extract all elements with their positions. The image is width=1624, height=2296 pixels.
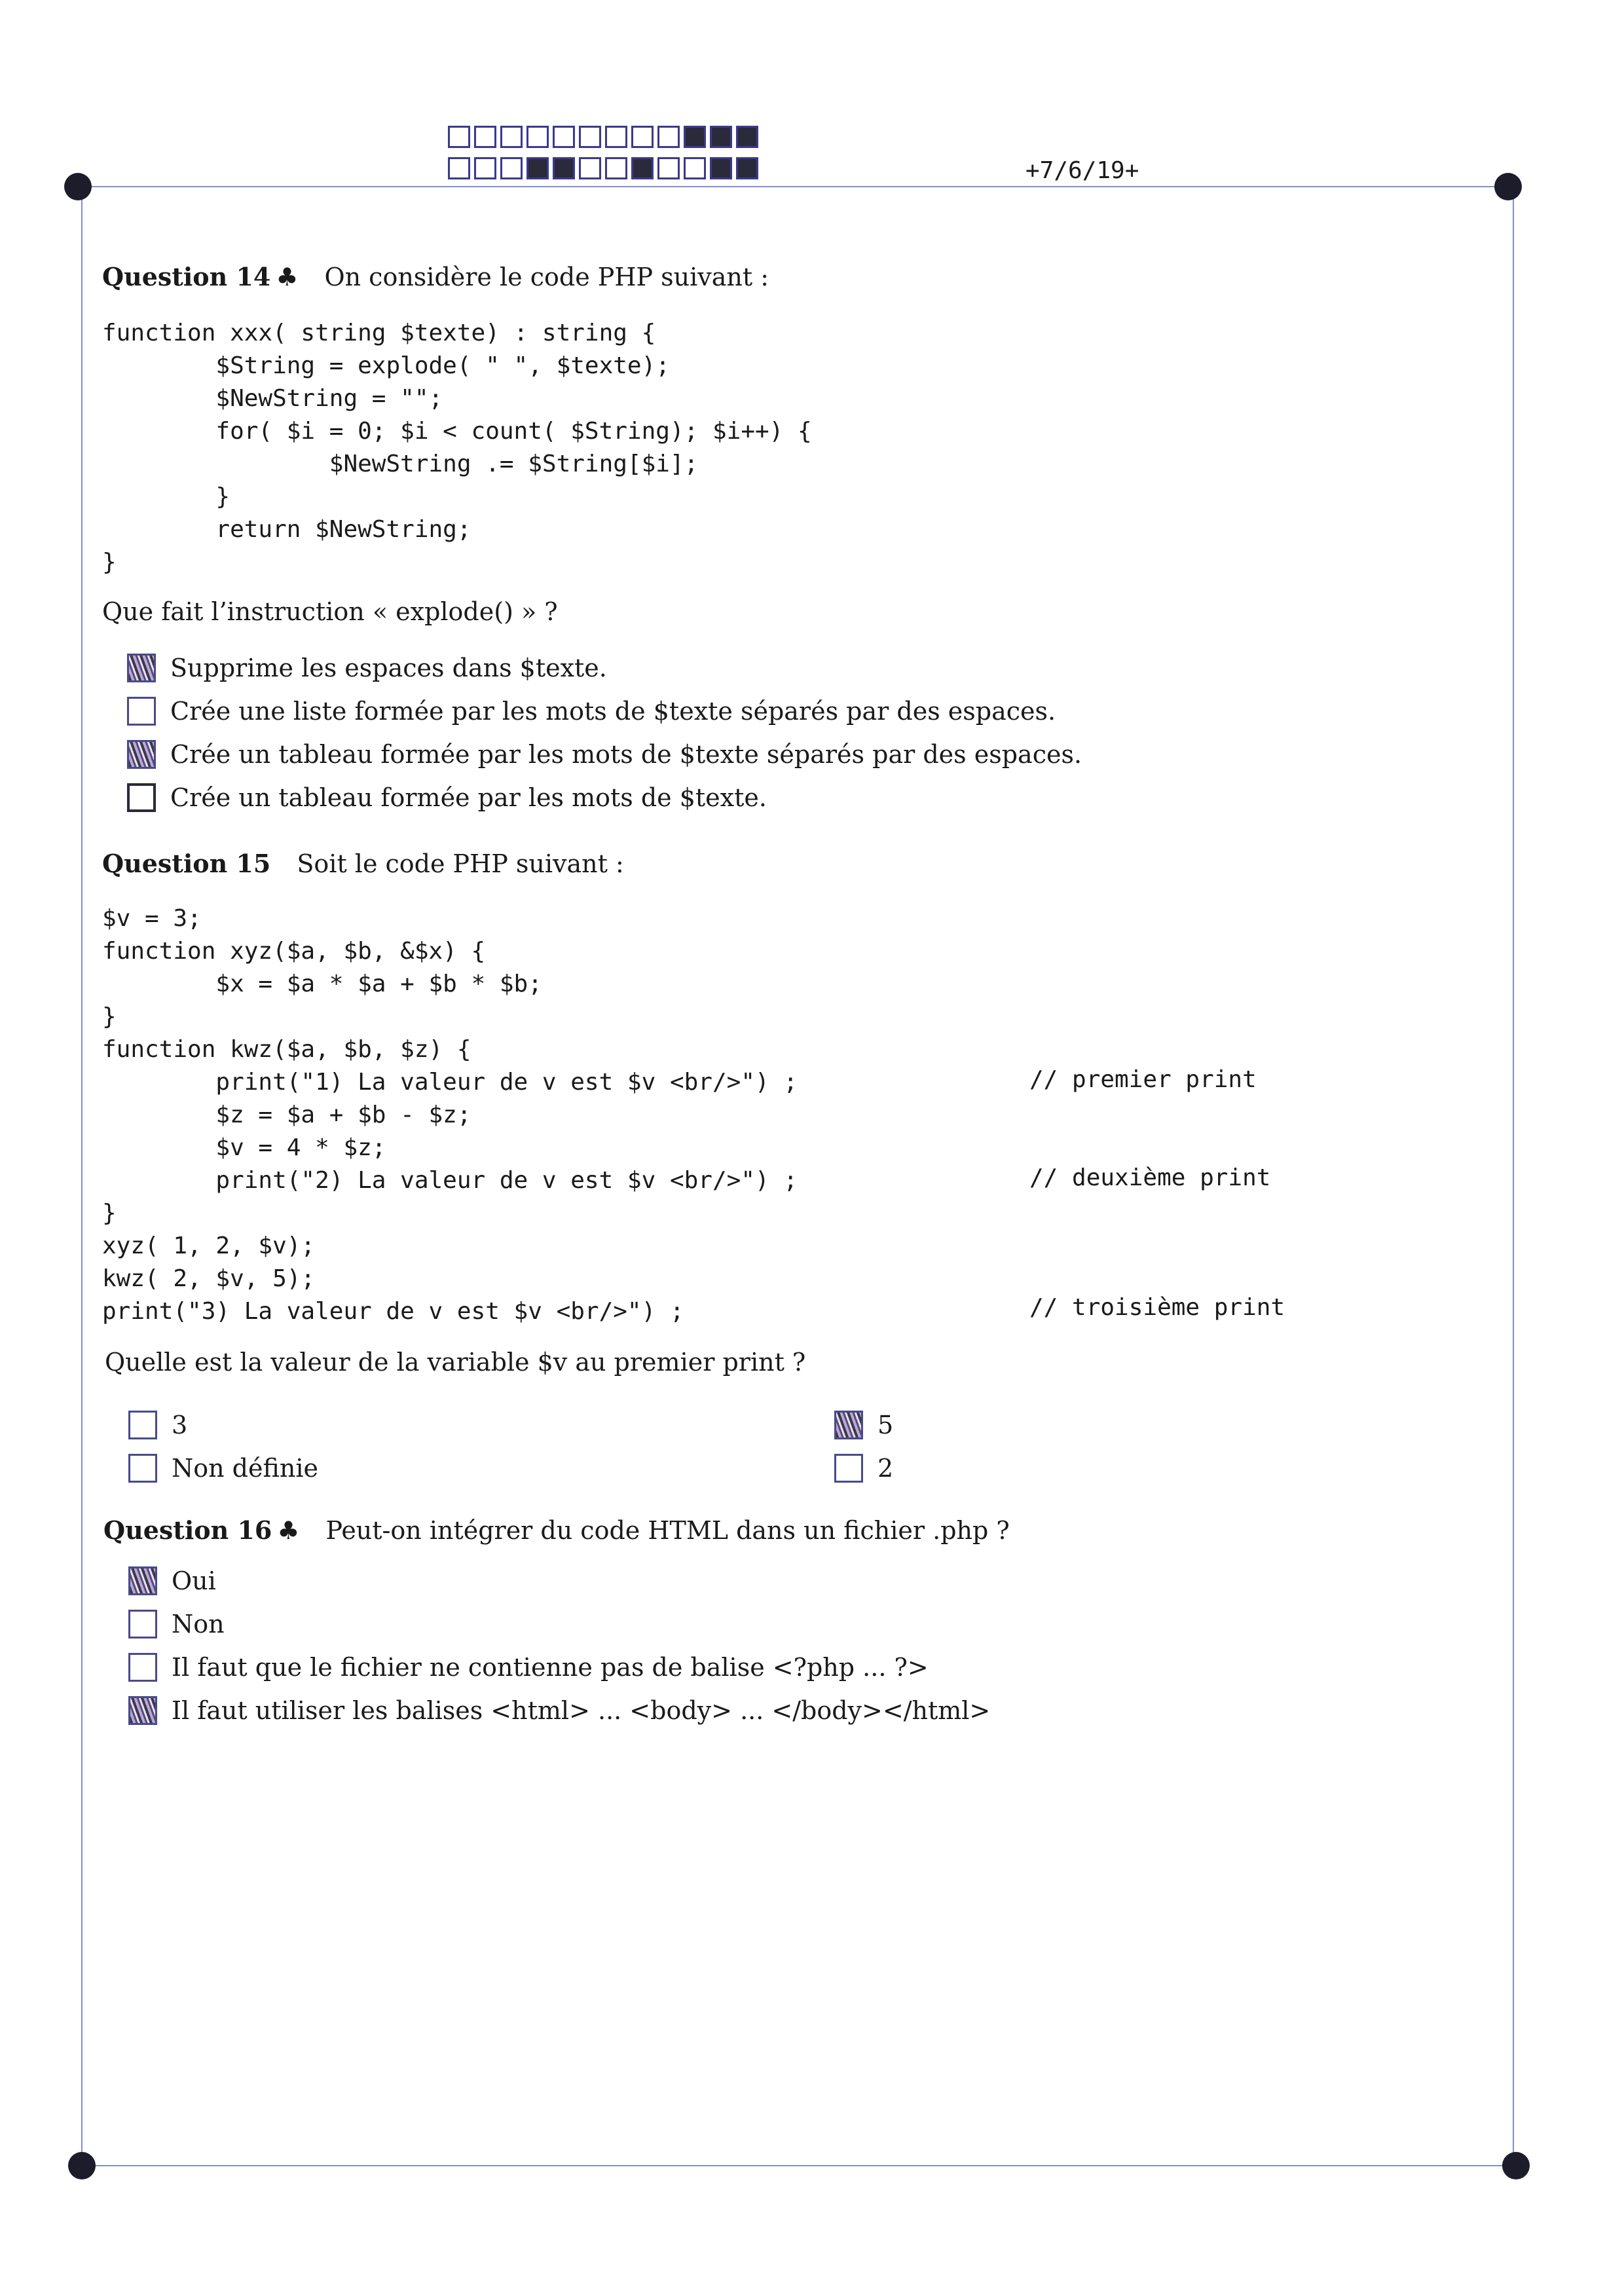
id-box bbox=[500, 126, 523, 148]
q16-choice-3[interactable] bbox=[128, 1653, 929, 1682]
id-box bbox=[605, 126, 627, 148]
choice-label: Non bbox=[172, 1610, 225, 1639]
frame-right bbox=[1513, 186, 1514, 2169]
id-box bbox=[526, 126, 549, 148]
q15-choice-1[interactable] bbox=[128, 1411, 187, 1439]
id-boxes-row-2 bbox=[448, 157, 762, 179]
question-text: On considère le code PHP suivant : bbox=[324, 263, 769, 291]
code-block-q15: $v = 3; function xyz($a, $b, &$x) { $x = $a * $a + $b * $b; } function kwz($a, $b, $z) { print("1) La valeur de v est $v <br/>") ; $z = $a + $b - $z; $v = 4 * $z; print("2) La valeur de v est $v <br/>") ; } xyz( 1, 2, $v); kwz( 2, $v, 5); print("3) La valeur de v est $v <br/>") ; bbox=[102, 905, 798, 1325]
question-14-prompt: Que fait l’instruction « explode() » ? bbox=[102, 597, 558, 626]
q14-choice-2[interactable] bbox=[127, 697, 1056, 726]
q14-choice-1[interactable] bbox=[127, 654, 607, 682]
question-16-header bbox=[103, 1515, 1010, 1545]
id-box bbox=[710, 157, 732, 179]
id-box bbox=[553, 157, 575, 179]
id-box bbox=[736, 157, 758, 179]
frame-top bbox=[79, 186, 1514, 187]
choice-label: Il faut utiliser les balises <html> ... <body> ... </body></html> bbox=[172, 1696, 991, 1725]
code-comment: // deuxième print bbox=[1029, 1164, 1271, 1191]
choice-label: 2 bbox=[877, 1454, 894, 1483]
id-box bbox=[684, 157, 706, 179]
choice-label: Crée un tableau formée par les mots de $texte séparés par des espaces. bbox=[170, 740, 1082, 769]
corner-mark-bottom-right bbox=[1502, 2152, 1530, 2179]
choice-label: Supprime les espaces dans $texte. bbox=[170, 654, 607, 682]
id-box bbox=[448, 126, 470, 148]
id-box bbox=[579, 126, 601, 148]
corner-mark-top-right bbox=[1494, 173, 1522, 200]
id-box bbox=[631, 126, 654, 148]
checkbox[interactable] bbox=[127, 654, 156, 682]
choice-label: Non définie bbox=[172, 1454, 318, 1483]
id-boxes-row-1 bbox=[448, 126, 762, 148]
q15-choice-4[interactable] bbox=[834, 1454, 893, 1483]
choice-label: Crée un tableau formée par les mots de $texte. bbox=[170, 783, 767, 812]
q16-choice-4[interactable] bbox=[128, 1696, 990, 1725]
id-box bbox=[474, 126, 496, 148]
checkbox[interactable] bbox=[128, 1411, 157, 1439]
checkbox[interactable] bbox=[128, 1566, 157, 1595]
code-comment: // troisième print bbox=[1029, 1294, 1285, 1321]
q16-choice-2[interactable] bbox=[128, 1610, 225, 1639]
id-box bbox=[500, 157, 523, 179]
id-box bbox=[684, 126, 706, 148]
question-text: Peut-on intégrer du code HTML dans un fichier .php ? bbox=[325, 1516, 1010, 1545]
checkbox[interactable] bbox=[128, 1653, 157, 1682]
id-box bbox=[631, 157, 654, 179]
question-number: Question 14 bbox=[102, 262, 271, 291]
id-box bbox=[657, 157, 680, 179]
choice-label: Crée une liste formée par les mots de $texte séparés par des espaces. bbox=[170, 697, 1056, 726]
id-box bbox=[526, 157, 549, 179]
checkbox[interactable] bbox=[834, 1411, 863, 1439]
question-number: Question 16 bbox=[103, 1515, 272, 1545]
checkbox[interactable] bbox=[128, 1696, 157, 1725]
checkbox[interactable] bbox=[127, 740, 156, 769]
checkbox[interactable] bbox=[127, 697, 156, 726]
q14-choice-4[interactable] bbox=[127, 783, 767, 812]
checkbox[interactable] bbox=[128, 1454, 157, 1483]
id-box bbox=[605, 157, 627, 179]
checkbox[interactable] bbox=[834, 1454, 863, 1483]
question-14-header bbox=[102, 262, 769, 291]
choice-label: 3 bbox=[172, 1411, 188, 1439]
id-box bbox=[553, 126, 575, 148]
id-box bbox=[579, 157, 601, 179]
checkbox[interactable] bbox=[127, 783, 156, 812]
choice-label: Oui bbox=[172, 1566, 216, 1595]
id-box bbox=[474, 157, 496, 179]
id-box bbox=[736, 126, 758, 148]
q15-choice-3[interactable] bbox=[128, 1454, 318, 1483]
choice-label: Il faut que le fichier ne contienne pas de balise <?php ... ?> bbox=[172, 1653, 929, 1682]
q16-choice-1[interactable] bbox=[128, 1566, 216, 1595]
question-15-prompt: Quelle est la valeur de la variable $v au premier print ? bbox=[105, 1348, 806, 1377]
question-text: Soit le code PHP suivant : bbox=[297, 849, 624, 878]
corner-mark-top-left bbox=[64, 173, 92, 200]
choice-label: 5 bbox=[877, 1411, 894, 1439]
code-block-q14: function xxx( string $texte) : string { $String = explode( " ", $texte); $NewString = ""; for( $i = 0; $i < count( $String); $i++) { $NewString .= $String[$i]; } return $NewString; } bbox=[102, 320, 812, 576]
q15-choice-2[interactable] bbox=[834, 1411, 893, 1439]
frame-left bbox=[81, 186, 83, 2169]
checkbox[interactable] bbox=[128, 1610, 157, 1639]
id-box bbox=[710, 126, 732, 148]
id-box bbox=[657, 126, 680, 148]
club-icon: ♣ bbox=[276, 263, 299, 291]
question-15-header bbox=[102, 849, 624, 878]
club-icon: ♣ bbox=[277, 1516, 300, 1545]
code-comment: // premier print bbox=[1029, 1066, 1257, 1093]
page-id: +7/6/19+ bbox=[1025, 157, 1139, 184]
q14-choice-3[interactable] bbox=[127, 740, 1082, 769]
question-number: Question 15 bbox=[102, 849, 271, 878]
frame-bottom bbox=[81, 2165, 1515, 2166]
id-box bbox=[448, 157, 470, 179]
corner-mark-bottom-left bbox=[68, 2152, 96, 2179]
